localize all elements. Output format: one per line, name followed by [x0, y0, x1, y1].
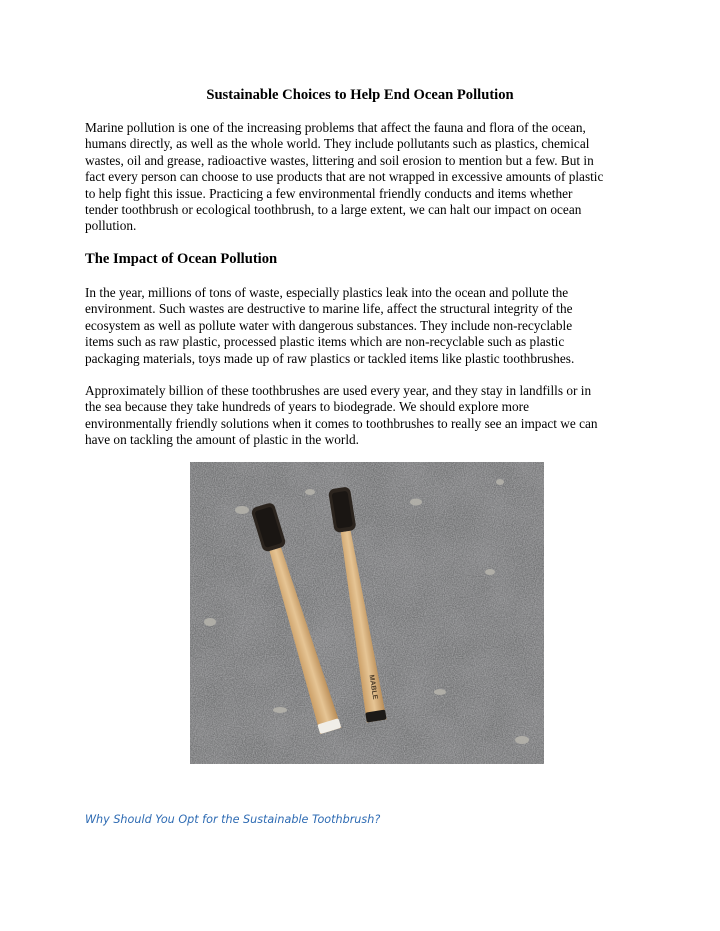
next-section-heading: Why Should You Opt for the Sustainable Toothbrush? [85, 813, 381, 826]
impact-line: environment. Such wastes are destructive to marine life, affect the structural integrity of the [85, 301, 573, 317]
impact-paragraph [85, 285, 645, 367]
impact-line: In the year, millions of tons of waste, especially plastics leak into the ocean and pollute the [85, 285, 569, 300]
toothbrush-line: have on tackling the amount of plastic in the world. [85, 432, 359, 448]
intro-line: humans directly, as well as the whole world. They include pollutants such as plastics, chemical [85, 136, 590, 152]
document-title: Sustainable Choices to Help End Ocean Pollution [206, 87, 514, 103]
section-heading: The Impact of Ocean Pollution [85, 251, 278, 267]
intro-line: wastes, oil and grease, radioactive wastes, littering and soil erosion to mention but a few. But in [85, 152, 594, 168]
toothbrush-photo-graphic [190, 462, 544, 764]
toothbrush-paragraph [85, 383, 645, 449]
intro-line: pollution. [85, 218, 137, 234]
toothbrush-line: environmentally friendly solutions when it comes to toothbrushes to really see an impact we can [85, 415, 598, 431]
impact-line: items such as raw plastic, processed plastic items which are non-recyclable such as plastic [85, 334, 565, 350]
toothbrush-line: Approximately billion of these toothbrushes are used every year, and they stay in landfills or in [85, 383, 592, 398]
brand-label: MABLE [367, 674, 379, 700]
intro-line: to help fight this issue. Practicing a few environmental friendly conducts and items whether [85, 185, 573, 201]
impact-line: packaging materials, toys made up of raw plastics or tackled items like plastic toothbrushes. [85, 350, 575, 366]
intro-line: Marine pollution is one of the increasing problems that affect the fauna and flora of the ocean, [85, 120, 586, 135]
intro-line: tender toothbrush or ecological toothbrush, to a large extent, we can halt our impact on ocean [85, 202, 582, 218]
toothbrush-line: the sea because they take hundreds of years to biodegrade. We should explore more [85, 399, 529, 415]
bamboo-toothbrushes-photo [190, 462, 544, 764]
intro-line: fact every person can choose to use products that are not wrapped in excessive amounts of plastic [85, 169, 604, 185]
impact-line: ecosystem as well as pollute water with dangerous substances. They include non-recyclable [85, 317, 573, 333]
intro-paragraph [85, 120, 645, 235]
